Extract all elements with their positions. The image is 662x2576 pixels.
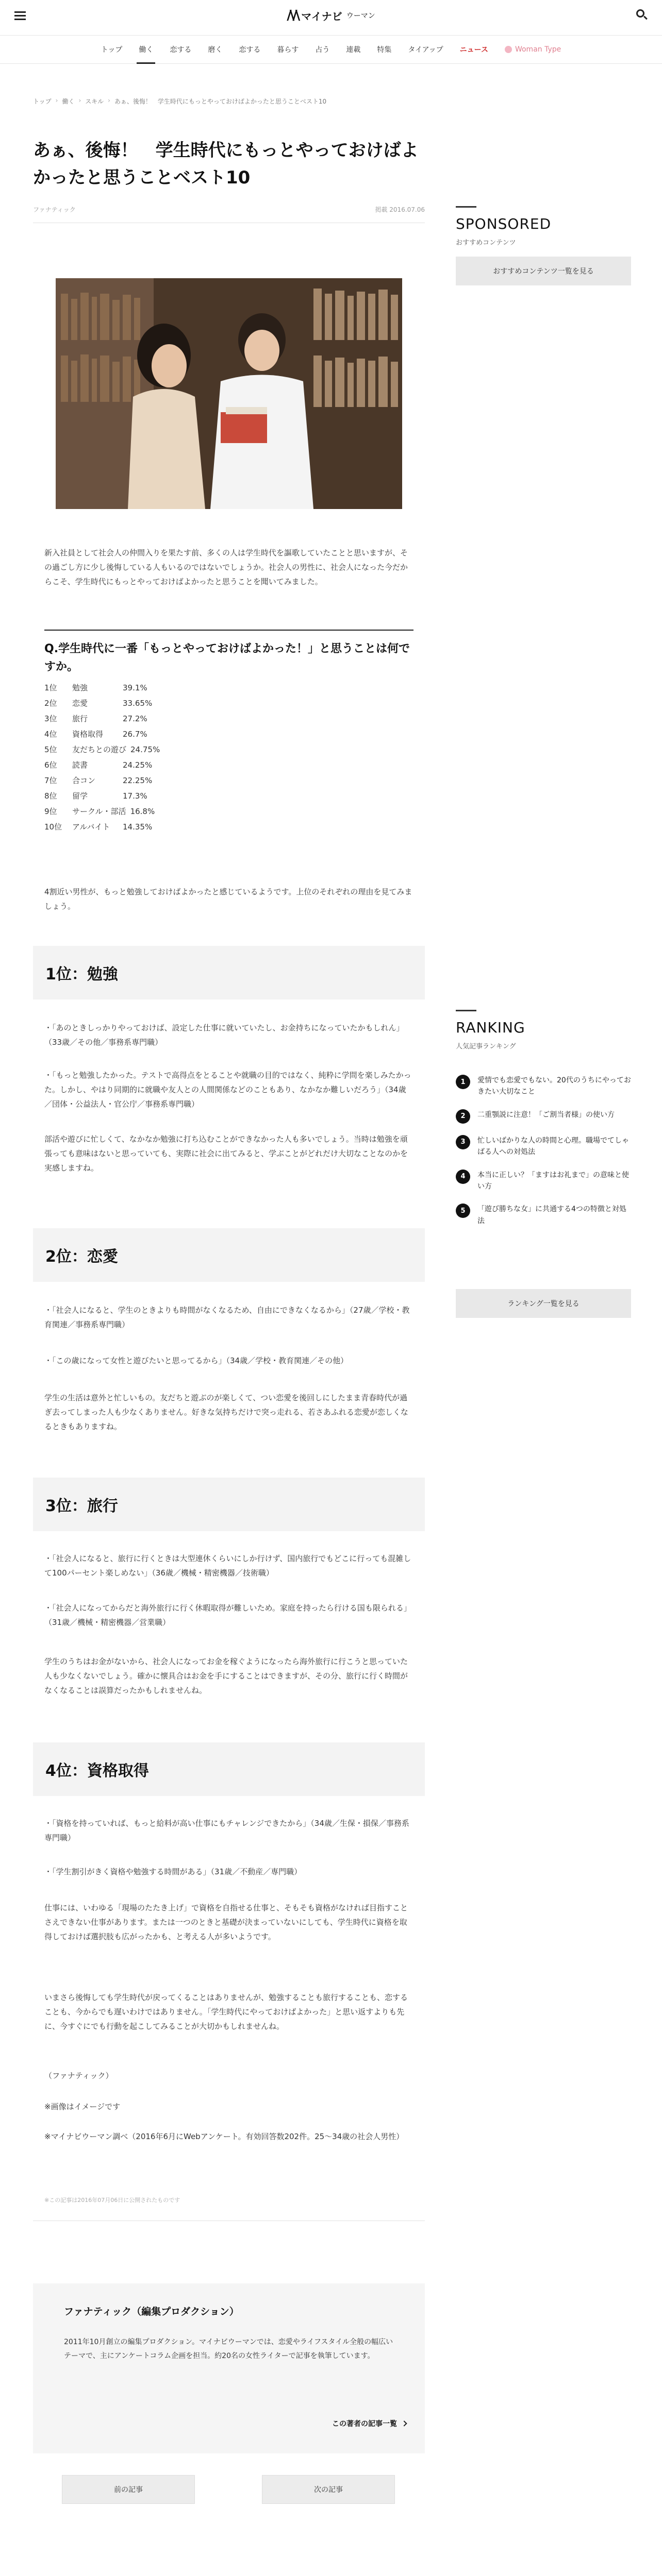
nav-item-series[interactable]: 連載 <box>346 46 361 54</box>
author-box <box>33 2283 425 2453</box>
search-icon[interactable] <box>636 9 648 21</box>
article-title: あぁ、後悔！ 学生時代にもっとやっておけばよかったと思うことベスト10 <box>33 140 419 188</box>
section-paragraph: ・「資格を持っていれば、もっと給料が高い仕事にもチャレンジできたから」（34歳／生保・損保／事務系専門職） <box>44 1819 409 1842</box>
sidebar-ranking-list <box>456 1075 631 1238</box>
publish-note: ※この記事は2016年07月06日に公開されたものです <box>44 2197 180 2204</box>
section-paragraph: ・「社会人になってからだと海外旅行に行く休暇取得が難しいため。家庭を持ったら行ける国も限られる」（31歳／機械・精密機器／営業職） <box>44 1603 411 1627</box>
section-paragraph: ・「社会人になると、学生のときよりも時間がなくなるため、自由にできなくなるから」（27歳／学校・教育関連／事務系専門職） <box>44 1306 410 1329</box>
article-credit: （ファナティック） <box>44 2071 113 2080</box>
rank-badge: 3 <box>456 1135 470 1149</box>
section-paragraph: 部活や遊びに忙しくて、なかなか勉強に打ち込むことができなかった人も多いでしょう。当時は勉強を頑張っても意味はないと思っていても、実際に社会に出てみると、学ぶことがどれだけ大切なことなのかを実感しますね。 <box>44 1134 408 1173</box>
prev-article-button[interactable]: 前の記事 <box>62 2475 195 2504</box>
rank-badge: 2 <box>456 1109 470 1124</box>
question-heading: Q.学生時代に一番「もっとやっておけばよかった！」と思うことは何ですか。 <box>44 630 413 676</box>
rank-badge: 1 <box>456 1075 470 1089</box>
next-article-button[interactable]: 次の記事 <box>262 2475 395 2504</box>
sidebar-ranking-title: 二重顎説に注意！「ご割当者様」の使い方 <box>477 1110 615 1119</box>
section-heading-travel: 3位：旅行 <box>33 1478 425 1531</box>
breadcrumb-skill[interactable]: スキル <box>85 98 104 105</box>
brand-icon <box>505 46 512 53</box>
ranking-row: 9位 サークル・部活 16.8% <box>44 807 155 816</box>
nav-item-beauty[interactable]: 磨く <box>208 46 223 54</box>
survey-note: ※マイナビウーマン調べ（2016年6月にWebアンケート。有効回答数202件。25～34歳の社会人男性） <box>44 2132 404 2141</box>
section-paragraph: ・「学生割引がきく資格や勉強する時間がある」（31歳／不動産／専門職） <box>44 1867 302 1876</box>
nav-item-fortune[interactable]: 占う <box>315 46 330 54</box>
logo-mark-icon: /\/\ <box>287 8 299 23</box>
site-header <box>0 0 662 31</box>
sidebar-ranking-item[interactable] <box>456 1170 631 1193</box>
ranking-row: 6位 読書 24.25% <box>44 760 153 770</box>
author-articles-link[interactable] <box>332 2418 406 2429</box>
ranking-list <box>44 680 413 835</box>
sidebar-ranking-item[interactable] <box>456 1075 631 1098</box>
section-heading-study: 1位：勉強 <box>33 946 425 999</box>
section-paragraph: ・「この歳になって女性と遊びたいと思ってるから」（34歳／学校・教育関連／その他） <box>44 1356 349 1365</box>
author-name: ファナティック（編集プロダクション） <box>64 2306 239 2317</box>
ranking-row: 3位 旅行 27.2% <box>44 714 147 723</box>
nav-item-work[interactable]: 働く <box>130 35 161 64</box>
breadcrumb-current: あぁ、後悔！ 学生時代にもっとやっておけばよかったと思うことベスト10 <box>114 98 327 105</box>
section-heading-license: 4位：資格取得 <box>33 1742 425 1796</box>
sponsored-heading: SPONSORED <box>456 215 552 232</box>
brand-label: Woman Type <box>515 45 561 54</box>
ranking-row: 10位 アルバイト 14.35% <box>44 822 153 832</box>
section-heading-love: 2位：恋愛 <box>33 1228 425 1282</box>
section-paragraph: ・「もっと勉強したかった。テストで高得点をとることや就職の目的ではなく、純粋に学問を楽しみたかった。しかし、やはり同期的に就職や友人との人間関係などのこともあり、なかなか難しいだろう」（34歳／団体・公益法人・官公庁／事務系専門職） <box>44 1071 411 1109</box>
section-paragraph: ・「社会人になると、旅行に行くときは大型連休くらいにしか行けず、国内旅行でもどこに行っても混雑して100パーセント楽しめない」（36歳／機械・精密機器／技術職） <box>44 1554 411 1578</box>
image-note: ※画像はイメージです <box>44 2102 121 2111</box>
sponsored-rule <box>456 206 476 208</box>
section-paragraph: 学生の生活は意外と忙しいもの。友だちと遊ぶのが楽しくて、つい恋愛を後回しにしたまま青春時代が過ぎ去ってしまった人も少なくありません。好きな気持ちだけで突っ走れる、若さあふれる恋愛が恋しくなるときもありますね。 <box>44 1393 408 1431</box>
sidebar-ranking-item[interactable] <box>456 1204 631 1227</box>
nav-item-brand[interactable] <box>496 35 569 64</box>
nav-item-tieup[interactable]: タイアップ <box>408 46 443 54</box>
ranking-list-button[interactable]: ランキング一覧を見る <box>456 1289 631 1318</box>
nav-item-love-2[interactable]: 恋する <box>239 46 261 54</box>
breadcrumb-work[interactable]: 働く <box>62 98 75 105</box>
sponsored-subheading: おすすめコンテンツ <box>456 239 516 247</box>
ranking-subheading: 人気記事ランキング <box>456 1043 516 1050</box>
ranking-row: 5位 友だちとの遊び 24.75% <box>44 745 160 754</box>
article-meta <box>33 205 425 214</box>
nav-item-life[interactable]: 暮らす <box>277 46 299 54</box>
nav-item-feature[interactable]: 特集 <box>377 46 392 54</box>
ranking-row: 7位 合コン 22.25% <box>44 776 153 785</box>
menu-icon[interactable] <box>14 11 26 20</box>
logo-sub: ウーマン <box>346 12 375 20</box>
sidebar-ranking-title: 愛情でも恋愛でもない。20代のうちにやっておきたい大切なこと <box>477 1076 631 1096</box>
sidebar-ranking-title: 忙しいばかりな人の時間と心理。職場でてしゃばる人への対処法 <box>477 1136 629 1157</box>
section-paragraph: 仕事には、いわゆる「現場のたたき上げ」で資格を自指せる仕事と、そもそも資格がなければ目指すことさえできない仕事があります。または一つのときと基礎が決まっていないにしても、学生時代に資格を取得しておけば選択肢も広がったかも、と考える人が多いようです。 <box>44 1903 408 1941</box>
article-author[interactable]: ファナティック <box>33 206 76 213</box>
author-description: 2011年10月創立の編集プロダクション。マイナビウーマンでは、恋愛やライフスタイル全般の幅広いテーマで、主にアンケートコラム企画を担当。約20名の女性ライターで記事を執筆しています。 <box>64 2338 393 2360</box>
section-paragraph: 学生のうちはお金がないから、社会人になってお金を稼ぐようになったら海外旅行に行こうと思っていた人も少なくないでしょう。確かに懐具合はお金を手にすることはできますが、その分、旅行に行く時間がなくなることは誤算だったかもしれませんね。 <box>44 1657 408 1695</box>
nav-item-love[interactable]: 恋する <box>170 46 192 54</box>
sponsored-list-button[interactable]: おすすめコンテンツ一覧を見る <box>456 257 631 285</box>
rank-badge: 5 <box>456 1204 470 1218</box>
ranking-row: 4位 資格取得 26.7% <box>44 730 147 739</box>
breadcrumb-top[interactable]: トップ <box>33 98 52 105</box>
nav-item-news[interactable]: ニュース <box>459 46 488 54</box>
article-date: 掲載 2016.07.06 <box>375 206 425 213</box>
ranking-rule <box>456 1010 476 1011</box>
breadcrumb: トップ › 働く › スキル › あぁ、後悔！ 学生時代にもっとやっておけばよかったと思うことベスト10 <box>33 97 327 105</box>
sidebar-ranking-item[interactable] <box>456 1109 631 1124</box>
hero-image <box>56 278 402 509</box>
article-intro: 新入社員として社会人の仲間入りを果たす前、多くの人は学生時代を謳歌していたことと思いますが、その過ごし方に少し後悔している人もいるのではないでしょうか。社会人の男性に、社会人になった今だからこそ、学生時代にもっとやっておけばよかったと思うことを聞いてみました。 <box>44 548 408 586</box>
rank-badge: 4 <box>456 1170 470 1184</box>
section-paragraph: いまさら後悔しても学生時代が戻ってくることはありませんが、勉強することも旅行することも、恋することも、今からでも遅いわけではありません。「学生時代にやっておけばよかった」と思い返すよりも先に、今すぐにでも行動を起こしてみることが大切かもしれませんね。 <box>44 1993 408 2031</box>
sidebar-ranking-title: 「遊び勝ちな女」に共通する4つの特徴と対処法 <box>477 1205 626 1225</box>
category-nav <box>0 35 662 64</box>
nav-item-top[interactable]: トップ <box>101 46 123 54</box>
section-paragraph: ・「あのときしっかりやっておけば、設定した仕事に就いていたし、お金持ちになっていたかもしれん」（33歳／その他／事務系専門職） <box>44 1023 404 1047</box>
ranking-row: 8位 留学 17.3% <box>44 791 147 801</box>
chevron-right-icon <box>401 2420 407 2426</box>
article-summary: 4割近い男性が、もっと勉強しておけばよかったと感じているようです。上位のそれぞれの理由を見てみましょう。 <box>44 887 412 911</box>
ranking-row: 2位 恋愛 33.65% <box>44 699 153 708</box>
sidebar-ranking-item[interactable] <box>456 1135 631 1158</box>
author-articles-label: この著者の記事一覧 <box>332 2420 397 2428</box>
ranking-row: 1位 勉強 39.1% <box>44 683 147 692</box>
sidebar-ranking-title: 本当に正しい？「ますはお礼まで」の意味と使い方 <box>477 1171 629 1191</box>
logo-text: マイナビ <box>301 10 342 23</box>
ranking-heading: RANKING <box>456 1019 525 1036</box>
site-logo[interactable] <box>287 8 375 23</box>
